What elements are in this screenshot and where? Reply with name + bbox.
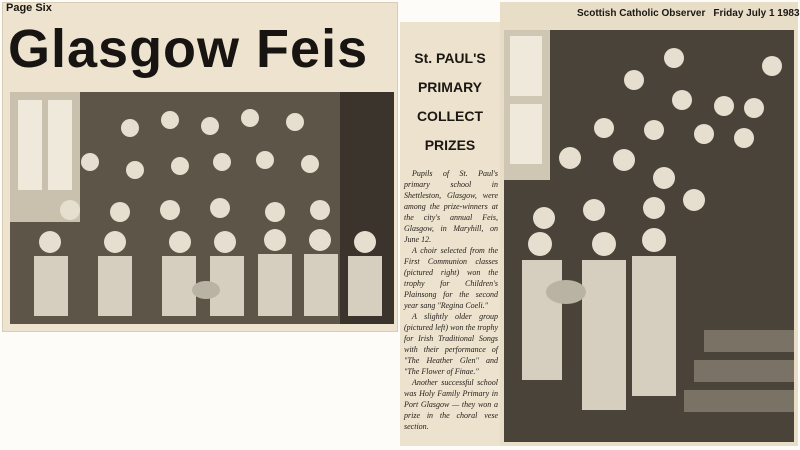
photo-choir-group — [504, 30, 794, 442]
sub-headline-line: COLLECT — [416, 108, 484, 124]
sub-headline-line: PRIMARY — [417, 79, 483, 95]
sub-headline — [404, 44, 496, 160]
masthead — [577, 8, 800, 19]
article-paragraph: Pupils of St. Paul's primary school in Shettleston, Glasgow, were among the prize-winners at the city's annual Feis, Glasgow, in Maryhill, on June 12. — [404, 169, 498, 244]
photo-choir-group-illustration — [504, 30, 794, 442]
sub-headline-line: PRIZES — [424, 137, 476, 153]
article-paragraph: Another successful school was Holy Family Primary in Port Glasgow — they won a prize in the choral vese section. — [404, 378, 498, 431]
headline: Glasgow Feis — [8, 19, 369, 79]
photo-older-group-illustration — [10, 92, 394, 324]
sub-headline-line: St. PAUL'S — [414, 50, 486, 66]
article-body — [404, 168, 498, 432]
page-label: Page Six — [6, 2, 52, 14]
article-paragraph: A slightly older group (pictured left) won the trophy for Irish Traditional Songs with their performance of "The Heather Glen" and "The Flower of Finae." — [404, 312, 498, 376]
issue-date: Friday July 1 1983 — [713, 8, 800, 19]
newspaper-name: Scottish Catholic Observer — [577, 8, 706, 19]
article-paragraph: A choir selected from the First Communion classes (pictured right) won the trophy for Children's Plainsong for the second year sang "Regina Coeli." — [404, 246, 498, 310]
photo-older-group — [10, 92, 394, 324]
